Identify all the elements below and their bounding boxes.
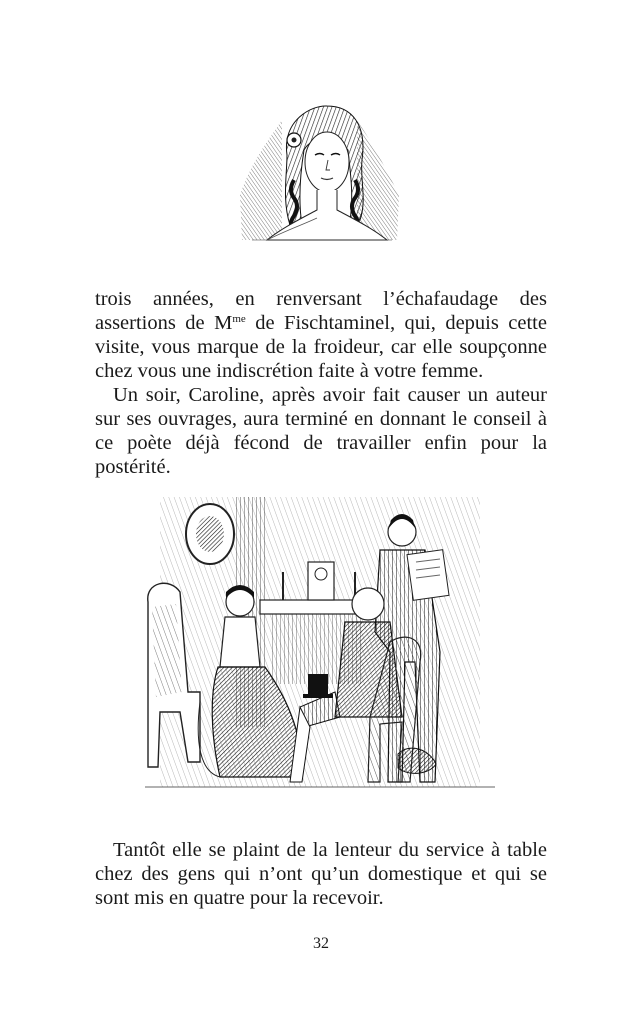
title-abbreviation: me <box>232 313 246 325</box>
text-run: trois années, en renversant l’échafaudage des assertions de M <box>95 288 547 334</box>
salon-scene-illustration <box>140 492 502 812</box>
lower-text <box>95 838 547 910</box>
paragraph-continued <box>95 287 547 383</box>
upper-text <box>95 287 547 479</box>
portrait-illustration <box>232 100 407 250</box>
paragraph-service-complaint: Tantôt elle se plaint de la lenteur du service à table chez des gens qui n’ont qu’un domestique et qui se sont mis en quatre pour la recevoir. <box>95 839 547 909</box>
paragraph-caroline-evening: Un soir, Caroline, après avoir fait causer un auteur sur ses ouvrages, aura terminé en donnant le conseil à ce poète déjà fécond de travailler enfin pour la postérité. <box>95 384 547 478</box>
page-number: 32 <box>313 935 329 952</box>
text-run: de Fischtaminel, qui, depuis cette visite, vous marque de la froideur, car elle soupçonne chez vous une indiscrétion faite à votre femme. <box>95 312 547 382</box>
